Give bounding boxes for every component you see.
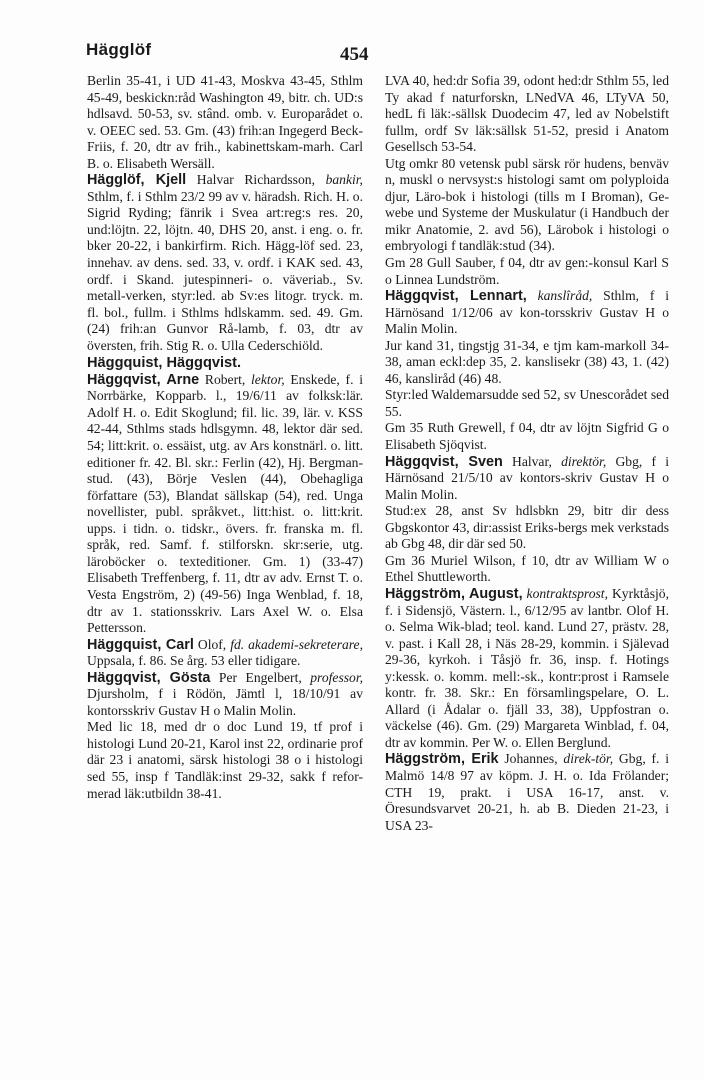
cross-reference xyxy=(87,355,363,372)
entry-text: Sthlm, f i Härnösand 1/12/06 av kon-torsskriv Gustav H o Malin Molin. xyxy=(385,288,669,337)
entry-haggquist-carl xyxy=(87,637,363,670)
page-header xyxy=(0,0,704,70)
entry-title: direk-tör, xyxy=(563,751,614,767)
entry-text: Enskede, f. i Norrbärke, Kopparb. l., 19/6/11 av folksk:lär. Adolf H. o. Edit Skoglund; fil. lic. 39, lär. v. KSS 42-44, Sthlms stads hdlsgymn. 48, lektor där sed. 54; litt:krit. o. essäist, utg. av Ars konstnärl. o. litt. editioner fr. 42. Bl. skr.: Ferlin (42), Hj. Bergman-stud. (43), Börje Veslen (44), Obehagliga författare (53), Blandat sällskap (54), red. Unga novellister, publ. språkvet., litt:hist. o. litt:krit. upps. i tidn. o. tidskr., övers. fr. franska m. fl. språk, red. Samf. f. stilforskn. skr:serie, utg. läroböcker o. texteditioner. Gm. 1) (33-47) Elisabeth Treffenberg, f. 11, dtr av adv. Ernst T. o. Vesta Engström, 2) (49-56) Inga Wenblad, f. 18, dtr av 1. stationsskriv. Lars Axel W. o. Elsa Pettersson. xyxy=(87,371,363,636)
entry-haggqvist-gosta xyxy=(87,670,363,720)
entry-name: Häggqvist, Sven xyxy=(385,453,503,470)
entry-text-paragraph: Stud:ex 28, anst Sv hdlsbkn 29, bitr dir dess Gbgskontor 43, dir:assist Eriks-bergs mek verkstads ab Gbg 48, dir där sed 50. xyxy=(385,503,669,552)
entry-given-names: Halvar, xyxy=(512,453,552,469)
entry-name: Häggqvist, Arne xyxy=(87,371,200,388)
entry-title: kanslîråd, xyxy=(537,288,593,304)
entry-haggstrom-august xyxy=(385,586,669,751)
entry-text: Sthlm, f. i Sthlm 23/2 99 av v. häradsh. Rich. H. o. Sigrid Ryding; fänrik i Svea art:reg:s res. 20, und:löjtn. 22, löjtn. 40, DHS 20, anst. i eng. o. fr. bker 20-22, i bankirfirm. Rich. Hägg-löf sed. 23, innehav. av dens. sed. 33, v. ordf. i KAK sed. 43, ordf. i Skand. jutespinneri- o. väveriab., Sv. metall-verken, styr:led. ab Sv:es litogr. tryck. m. fl. bol., fullm. i Sthlms hdlskamm. sed. 49. Gm. (24) frih:an Gunvor Rå-lamb, f. 03, dtr av översten, frih. Stig R. o. Ulla Cederschiöld. xyxy=(87,188,363,353)
entry-text-paragraph: Gm 36 Muriel Wilson, f 10, dtr av William W o Ethel Shuttleworth. xyxy=(385,552,669,585)
entry-text-paragraph: Styr:led Waldemarsudde sed 52, sv Unescorådet sed 55. xyxy=(385,387,669,419)
entry-name: Hägglöf, Kjell xyxy=(87,172,187,189)
entry-given-names: Halvar Richardsson, xyxy=(196,172,315,188)
entry-text: Gbg, f. i Malmö 14/8 97 av köpm. J. H. o. Ida Frölander; CTH 19, prakt. i USA 16-17, anst. v. Öresundsvarvet 20-21, h. ab B. Dieden 21-23, i USA 23- xyxy=(385,751,670,833)
entry-haggstrom-erik xyxy=(385,751,669,834)
entry-hagglof-kjell xyxy=(87,172,363,354)
entry-title: bankir, xyxy=(325,172,363,188)
entry-text: Djursholm, f i Rödön, Jämtl l, 18/10/91 av kontorsskriv Gustav H o Malin Molin. xyxy=(87,686,363,718)
left-column xyxy=(87,73,363,802)
page-number: 454 xyxy=(340,44,369,65)
entry-haggqvist-lennart xyxy=(385,288,669,338)
entry-given-names: Johannes, xyxy=(504,751,558,767)
continued-entry-text: Berlin 35-41, i UD 41-43, Moskva 43-45, Sthlm 45-49, beskickn:råd Washington 49, bitr. ch. UD:s hdlsavd. 50-53, sv. stând. omb. v. Europarådet o. v. OEEC sed. 53. Gm. (43) frih:an Ingegerd Beck-Friis, f. 20, dtr av frih., kabinettskam-marh. Carl B. o. Elisabeth Wersäll. xyxy=(87,73,363,171)
entry-text-paragraph: Gm 35 Ruth Grewell, f 04, dtr av löjtn Sigfrid G o Elisabeth Sjöqvist. xyxy=(385,420,669,453)
running-head: Hägglöf xyxy=(86,40,152,59)
entry-haggqvist-arne xyxy=(87,372,363,637)
entry-text-paragraph: Med lic 18, med dr o doc Lund 19, tf prof i histologi Lund 20-21, Karol inst 22, ordinarie prof där 23 i anatomi, särsk histologi 38 o i histologi sed 55, insp f Tandläk:inst 29-32, sakk f refor-merad läk:utbildn 38-41. xyxy=(87,719,363,801)
entry-name: Häggström, August, xyxy=(385,585,523,602)
xref-name: Häggquist, Häggqvist. xyxy=(87,355,242,372)
entry-text: Uppsala, f. 86. Se årg. 53 eller tidigare. xyxy=(87,653,301,669)
continued-entry-text: LVA 40, hed:dr Sofia 39, odont hed:dr Sthlm 55, led Ty akad f naturforskn, LNedVA 46, LTyVA 50, hedL fi läk:-sällsk Duodecim 47, led av Nobelstift fullm, ordf Sv läk:sällsk 51-52, presid i Anatom Gesellsch 53-54. xyxy=(385,73,669,155)
entry-name: Häggqvist, Lennart, xyxy=(385,288,527,305)
entry-text-paragraph: Jur kand 31, tingstjg 31-34, e tjm kam-markoll 34-38, aman eckl:dep 35, 2. kanslisekr (38) 43, 1. (42) 46, kansliråd (46) 48. xyxy=(385,337,669,386)
entry-text: Kyrktåsjö, f. i Sidensjö, Västern. l., 6/12/95 av lantbr. Olof H. o. Selma Wik-blad; teol. kand. Lund 27, prästv. 28, v. past. i Kall 28, i Näs 28-29, kommin. i Själevad 29-36, kyrkoh. i Tåsjö fr. 36, insp. f. Hotings y:kessk. o. komm. mell:-sk., kontr:prost i Ramsele kontr. fr. 38. Skr.: En församlingspelare, O. L. Allard (i Ådalar o. fjäll 33, 38), Uppfostran o. väckelse (46). Gm. (29) Margareta Winblad, f. 04, dtr av kommin. Per W. o. Ellen Berglund. xyxy=(385,585,669,750)
entry-haggqvist-sven xyxy=(385,454,669,504)
entry-given-names: Per Engelbert, xyxy=(218,669,302,685)
entry-given-names: Robert, xyxy=(204,371,246,387)
entry-name: Häggquist, Carl xyxy=(87,636,194,653)
entry-title: direktör, xyxy=(561,453,607,469)
entry-title: lektor, xyxy=(251,371,285,387)
entry-title: professor, xyxy=(310,669,363,685)
entry-text-paragraph: Gm 28 Gull Sauber, f 04, dtr av gen:-konsul Karl S o Linnea Lundström. xyxy=(385,255,669,287)
entry-given-names: Olof, xyxy=(197,636,227,652)
entry-title: kontraktsprost, xyxy=(526,585,608,601)
entry-name: Häggqvist, Gösta xyxy=(87,669,211,686)
entry-text-paragraph: Utg omkr 80 vetensk publ särsk rör hudens, benväv n, muskl o nervsyst:s histologi samt om polyploida djur, Läro-bok i histologi (tills m I Broman), Ge-webe und Systeme der Muskulatur (i Handbuch der mikr Anatomie, 2. avd 56), Lärobok i histologi o embryologi f tandläk:stud (34). xyxy=(385,155,669,254)
entry-text: Gbg, f i Härnösand 21/5/10 av kontors-skriv Gustav H o Malin Molin. xyxy=(385,453,669,502)
right-column xyxy=(385,73,669,834)
entry-name: Häggström, Erik xyxy=(385,751,499,768)
entry-title: fd. akademi-sekreterare, xyxy=(230,636,363,652)
